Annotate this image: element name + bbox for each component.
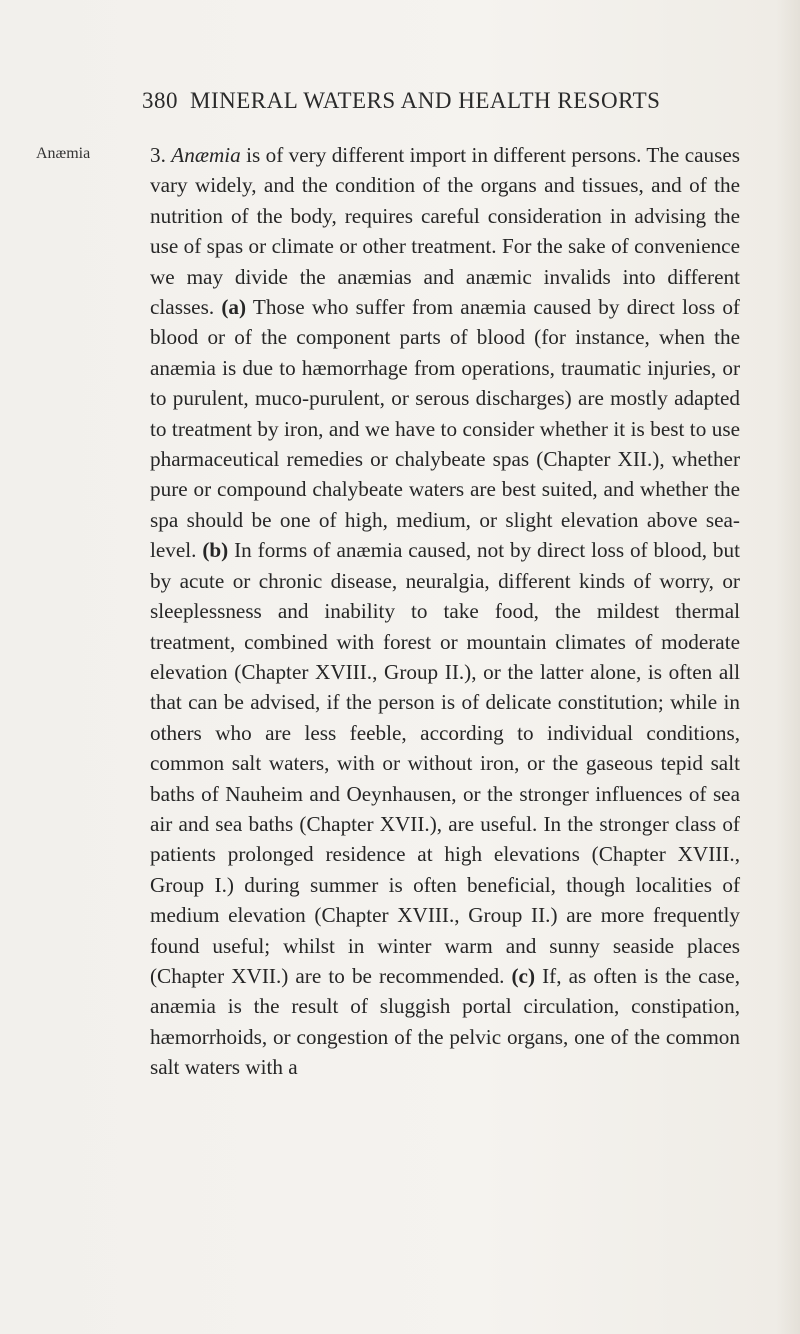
- text-segment-4: If, as often is the case, anæmia is the result of sluggish portal circulation, constipation, hæmorrhoids, or congestion of the pelvic organs, one of the common salt waters with a: [150, 963, 740, 1080]
- text-segment-2: Those who suffer from anæmia caused by direct loss of blood or of the component parts of blood (for instance, when the anæmia is due to hæmorrhage from operations, traumatic injuries, or to purulent, muco-purulent, or serous discharges) are mostly adapted to treatment by iron, and we have to consider whether it is best to use pharmaceutical remedies or chalybeate spas (Chapter XII.), whether pure or compound chalybeate waters are best suited, and whether the spa should be one of high, medium, or slight elevation above sea-level.: [150, 295, 740, 563]
- text-segment-1: is of very different import in different persons. The causes vary widely, and the condition of the organs and tissues, and of the nutrition of the body, requires careful consideration in advising the use of spas or climate or other treatment. For the sake of convenience we may divide the anæmias and anæmic invalids into different classes.: [150, 143, 740, 320]
- class-a-label: (a): [221, 295, 247, 320]
- text-segment-3: In forms of anæmia caused, not by direct loss of blood, but by acute or chronic disease, neuralgia, different kinds of worry, or sleeplessness and inability to take food, the mildest thermal treatment, combined with forest or mountain climates of moderate elevation (Chapter XVIII., Group II.), or the latter alone, is often all that can be advised, if the person is of delicate constitution; while in others who are less feeble, according to individual conditions, common salt waters, with or without iron, or the gaseous tepid salt baths of Nauheim and Oeynhausen, or the stronger influences of sea air and sea baths (Chapter XVII.), are useful. In the stronger class of patients prolonged residence at high elevations (Chapter XVIII., Group I.) during summer is often beneficial, though localities of medium elevation (Chapter XVIII., Group II.) are more frequently found useful; whilst in winter warm and sunny seaside places (Chapter XVII.) are to be recommended.: [150, 538, 740, 988]
- paragraph-anaemia: [150, 140, 740, 1083]
- class-c-label: (c): [511, 963, 535, 988]
- section-number: 3.: [150, 143, 166, 167]
- margin-note: Anæmia: [36, 145, 91, 162]
- page-number: 380: [142, 88, 178, 113]
- running-title: MINERAL WATERS AND HEALTH RESORTS: [190, 88, 661, 113]
- section-term: Anæmia: [171, 143, 241, 167]
- body-text: [150, 140, 740, 1083]
- running-head: [142, 88, 742, 114]
- class-b-label: (b): [202, 538, 229, 563]
